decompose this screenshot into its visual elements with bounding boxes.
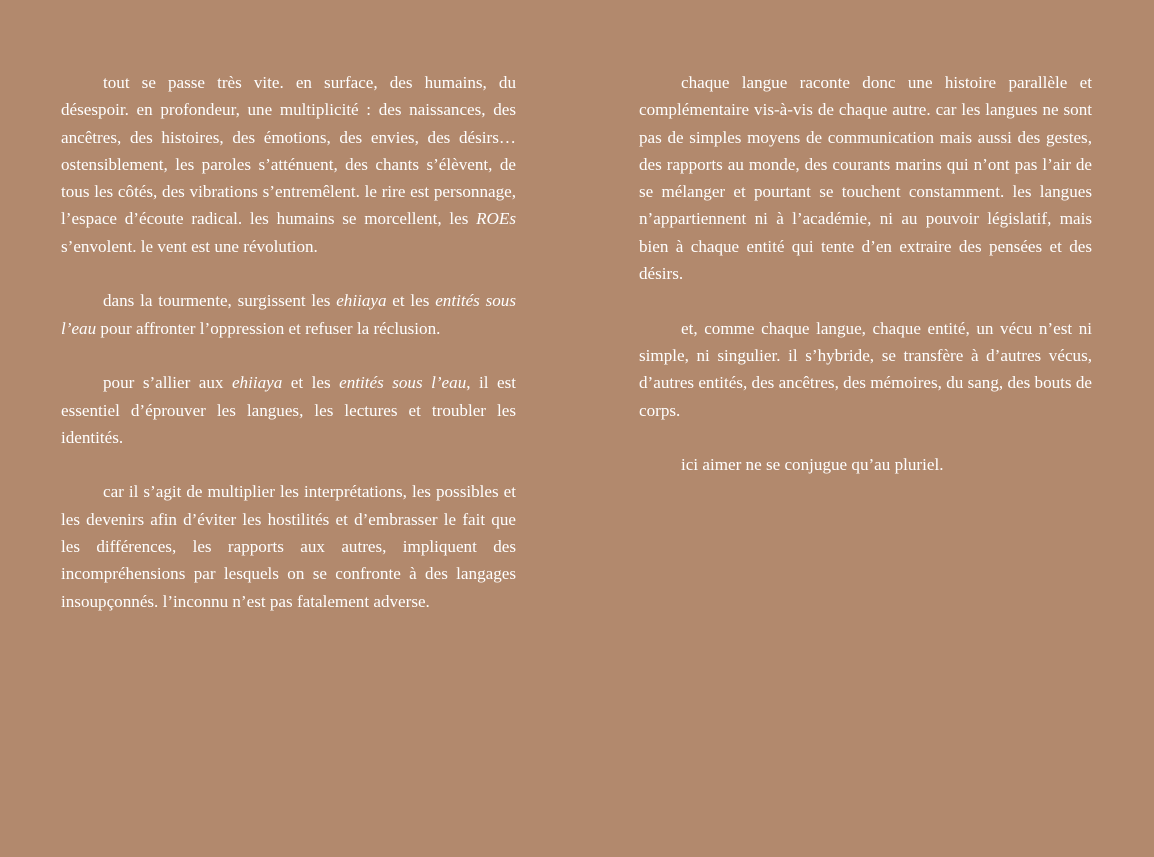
paragraph xyxy=(639,451,1092,478)
italic-text-run: ehiiaya xyxy=(336,291,387,311)
text-run: tout se passe très vite. en surface, des humains, du désespoir. en profondeur, une multiplicité : des naissances, des ancêtres, des histoires, des émotions, des envies, des désirs… ostensiblement, les paroles s’atténuent, des chants s’élèvent, de tous les côtés, des vibrations s’entremêlent. le rire est personnage, l’espace d’écoute radical. les humains se morcellent, les xyxy=(61,73,516,229)
italic-text-run: entités sous l’eau xyxy=(61,291,517,338)
paragraph xyxy=(61,69,516,260)
text-run: chaque langue raconte donc une histoire parallèle et complémentaire vis-à-vis de chaque autre. car les langues ne sont pas de simples moyens de communication mais aussi des gestes, des rapports au monde, des courants marins qui n’ont pas l’air de se mélanger et pourtant se touchent constamment. les langues n’appartiennent ni à l’académie, ni au pouvoir législatif, mais bien à chaque entité qui tente d’en extraire des pensées et des désirs. xyxy=(639,73,1092,284)
text-run: et les xyxy=(386,291,436,311)
paragraph xyxy=(61,287,516,342)
text-run: et, comme chaque langue, chaque entité, un vécu n’est ni simple, ni singulier. il s’hybride, se transfère à d’autres vécus, d’autres entités, des ancêtres, des mémoires, du sang, des bouts de corps. xyxy=(639,318,1092,420)
text-run: ici aimer ne se conjugue qu’au pluriel. xyxy=(681,455,944,475)
text-run: , il est essentiel d’éprouver les langues, les lectures et troubler les identités. xyxy=(61,373,516,447)
paragraph xyxy=(61,369,516,451)
right-page-text-column xyxy=(639,69,1092,478)
text-run: s’envolent. le vent est une révolution. xyxy=(61,236,318,256)
text-run: car il s’agit de multiplier les interprétations, les possibles et les devenirs afin d’éviter les hostilités et d’embrasser le fait que les différences, les rapports aux autres, impliquent des incompréhensions par lesquels on se confronte à des langages insoupçonnés. l’inconnu n’est pas fatalement adverse. xyxy=(61,482,516,611)
paragraph xyxy=(61,478,516,614)
paragraph xyxy=(639,69,1092,287)
italic-text-run: ehiiaya xyxy=(231,373,283,393)
text-run: dans la tourmente, surgissent les xyxy=(103,291,337,311)
italic-text-run: entités sous l’eau xyxy=(339,373,467,393)
italic-text-run: ROEs xyxy=(476,209,516,229)
left-page-text-column xyxy=(61,69,516,615)
text-run: et les xyxy=(282,373,340,393)
text-run: pour affronter l’oppression et refuser la réclusion. xyxy=(96,318,441,338)
text-run: pour s’allier aux xyxy=(103,373,232,393)
paragraph xyxy=(639,315,1092,424)
